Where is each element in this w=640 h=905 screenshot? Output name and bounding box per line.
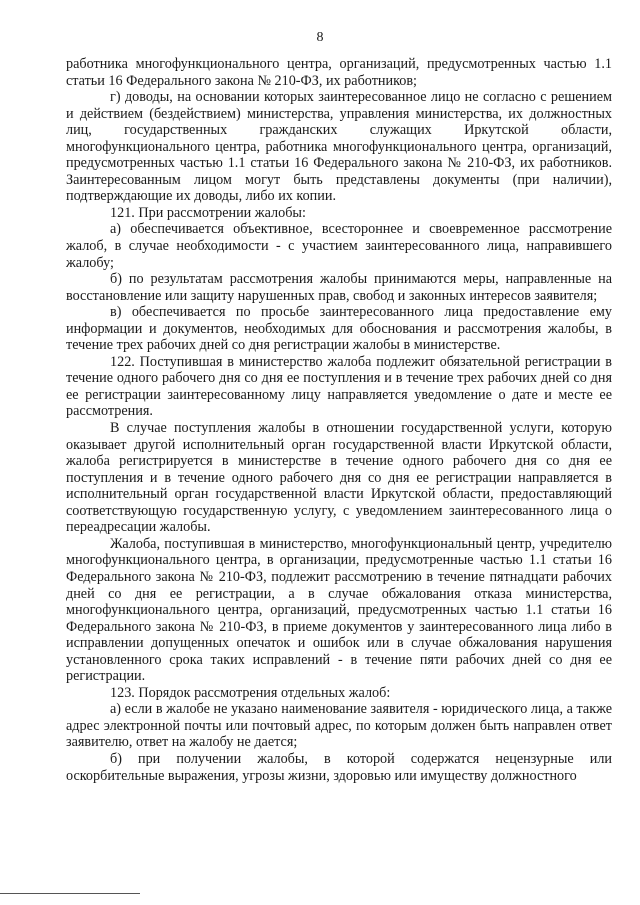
footer-divider — [0, 893, 140, 894]
paragraph-123: 123. Порядок рассмотрения отдельных жалоб: — [110, 684, 391, 701]
paragraph-123-a: а) если в жалобе не указано наименование заявителя - юридического лица, а также адрес электронной почты или почтовый адрес, по которым должен быть направлен ответ заявителю, ответ на жалобу не дается; — [66, 701, 612, 751]
paragraph-121: 121. При рассмотрении жалобы: — [110, 204, 306, 221]
paragraph-121-b: б) по результатам рассмотрения жалобы принимаются меры, направленные на восстановление или защиту нарушенных прав, свобод и законных интересов заявителя; — [66, 271, 612, 304]
paragraph-121-a: а) обеспечивается объективное, всестороннее и своевременное рассмотрение жалоб, в случае необходимости - с участием заинтересованного лица, направившего жалобу; — [66, 221, 612, 271]
document-body — [66, 56, 612, 784]
page-number: 8 — [316, 30, 324, 45]
paragraph-121-v: в) обеспечивается по просьбе заинтересованного лица предоставление ему информации и документов, необходимых для обоснования и рассмотрения жалобы, в течение трех рабочих дней со дня регистрации жалобы в министерстве. — [66, 304, 612, 354]
paragraph-122-redirect: В случае поступления жалобы в отношении государственной услуги, которую оказывает другой исполнительный орган государственной власти Иркутской области, жалоба регистрируется в министерстве в течение одного рабочего дня со дня ее поступления и в течение одного рабочего дня со дня ее регистрации направляется в исполнительный орган государственной власти Иркутской области, предоставляющий соответствующую государственную услугу, с уведомлением заинтересованного лица о переадресации жалобы. — [66, 420, 612, 536]
paragraph-122: 122. Поступившая в министерство жалоба подлежит обязательной регистрации в течение одного рабочего дня со дня ее поступления и в течение трех рабочих дней со дня ее регистрации заинтересованному лицу направляется уведомление о дате и месте ее рассмотрения. — [66, 353, 612, 420]
paragraph-item-g: г) доводы, на основании которых заинтересованное лицо не согласно с решением и действием (бездействием) министерства, управления министерства, их должностных лиц, государственных гражданских служащих Иркутской области, многофункционального центра, работника многофункционального центра, организаций, предусмотренных частью 1.1 статьи 16 Федерального закона № 210-ФЗ, их работников. Заинтересованным лицом могут быть представлены документы (при наличии), подтверждающие их доводы, либо их копии. — [66, 89, 612, 205]
paragraph-continuation: работника многофункционального центра, организаций, предусмотренных частью 1.1 статьи 16 Федерального закона № 210-ФЗ, их работников; — [66, 56, 612, 89]
paragraph-123-b: б) при получении жалобы, в которой содержатся нецензурные или оскорбительные выражения, угрозы жизни, здоровью или имуществу должностного — [66, 750, 612, 784]
paragraph-122-terms: Жалоба, поступившая в министерство, многофункциональный центр, учредителю многофункционального центра, в организации, предусмотренные частью 1.1 статьи 16 Федерального закона № 210-ФЗ, подлежит рассмотрению в течение пятнадцати рабочих дней со дня ее регистрации, а в случае обжалования отказа министерства, многофункционального центра, организаций, предусмотренных частью 1.1 статьи 16 Федерального закона № 210-ФЗ, в приеме документов у заинтересованного лица либо в исправлении допущенных опечаток и ошибок или в случае обжалования нарушения установленного срока таких исправлений - в течение пяти рабочих дней со дня ее регистрации. — [66, 535, 612, 685]
